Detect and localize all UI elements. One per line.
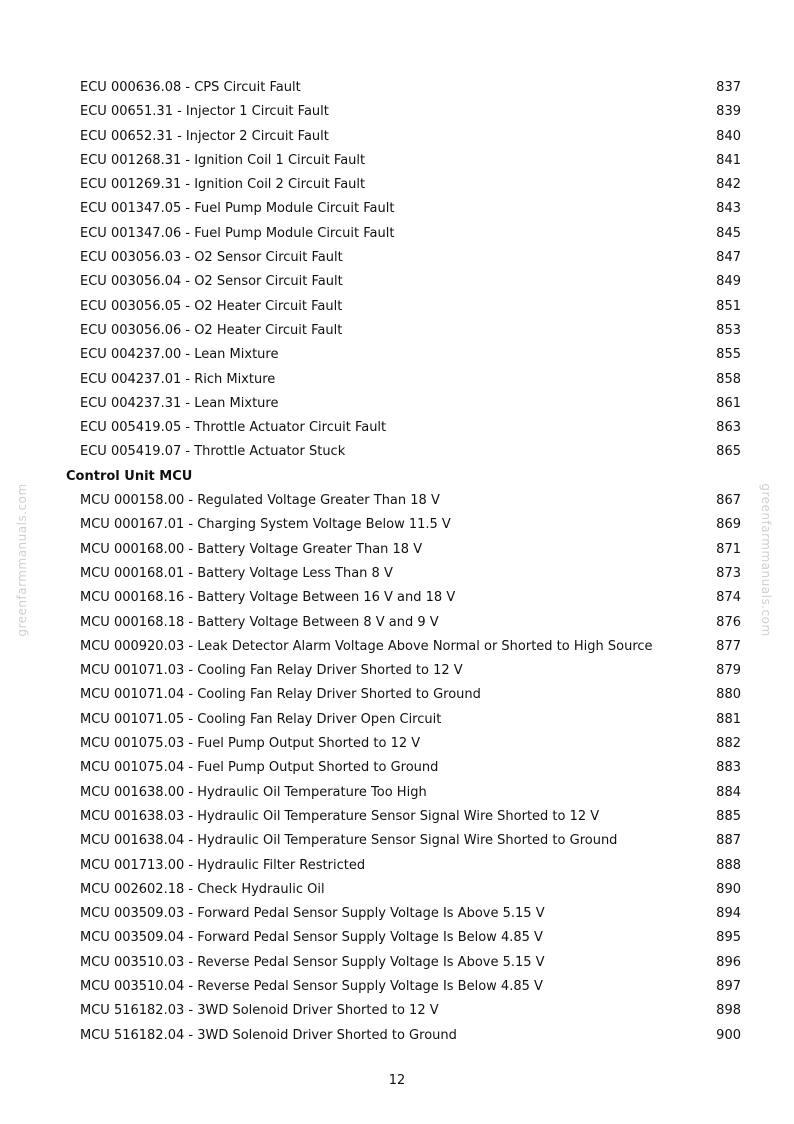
toc-entry-page-number: 879 <box>716 663 741 679</box>
section-heading-label: Control Unit MCU <box>66 468 193 484</box>
toc-entry-title: MCU 003510.03 - Reverse Pedal Sensor Supply Voltage Is Above 5.15 V <box>80 954 545 970</box>
toc-entry-page-number: 861 <box>716 395 741 411</box>
toc-entry-page-number: 873 <box>716 565 741 581</box>
toc-entry-page-number: 847 <box>716 250 741 266</box>
toc-entry-title: MCU 516182.04 - 3WD Solenoid Driver Shorted to Ground <box>80 1027 457 1043</box>
toc-entry-page-number: 876 <box>716 614 741 630</box>
toc-entry[interactable] <box>0 392 794 416</box>
toc-entry-page-number: 849 <box>716 274 741 290</box>
watermark-left: greenfarmmanuals.com <box>15 483 29 637</box>
toc-entry-page-number: 885 <box>716 808 741 824</box>
toc-entry-title: MCU 001071.05 - Cooling Fan Relay Driver Open Circuit <box>80 711 442 727</box>
toc-entry-title: ECU 004237.00 - Lean Mixture <box>80 347 279 363</box>
toc-entry-page-number: 900 <box>716 1027 741 1043</box>
toc-entry-page-number: 882 <box>716 736 741 752</box>
toc-entry[interactable] <box>0 975 794 999</box>
toc-entry[interactable] <box>0 246 794 270</box>
toc-entry[interactable] <box>0 708 794 732</box>
toc-entry-page-number: 898 <box>716 1003 741 1019</box>
toc-entry-title: MCU 003509.04 - Forward Pedal Sensor Supply Voltage Is Below 4.85 V <box>80 930 543 946</box>
toc-entry-title: ECU 00652.31 - Injector 2 Circuit Fault <box>80 128 329 144</box>
toc-entry[interactable] <box>0 173 794 197</box>
toc-entry-page-number: 894 <box>716 906 741 922</box>
section-heading <box>0 465 794 489</box>
toc-entry-title: MCU 001713.00 - Hydraulic Filter Restricted <box>80 857 366 873</box>
toc-entry-title: ECU 004237.01 - Rich Mixture <box>80 371 276 387</box>
toc-entry[interactable] <box>0 343 794 367</box>
toc-entry[interactable] <box>0 586 794 610</box>
toc-entry-title: MCU 002602.18 - Check Hydraulic Oil <box>80 881 325 897</box>
toc-entry-page-number: 858 <box>716 371 741 387</box>
toc-entry-page-number: 877 <box>716 638 741 654</box>
toc-entry-title: MCU 001638.03 - Hydraulic Oil Temperature Sensor Signal Wire Shorted to 12 V <box>80 808 600 824</box>
toc-entry-title: ECU 003056.05 - O2 Heater Circuit Fault <box>80 298 343 314</box>
toc-entry[interactable] <box>0 611 794 635</box>
toc-entry[interactable] <box>0 440 794 464</box>
toc-entry[interactable] <box>0 416 794 440</box>
toc-entry[interactable] <box>0 902 794 926</box>
toc-entry-title: MCU 001075.04 - Fuel Pump Output Shorted to Ground <box>80 760 439 776</box>
watermark-right: greenfarmmanuals.com <box>759 483 773 637</box>
toc-entry[interactable] <box>0 756 794 780</box>
toc-entry[interactable] <box>0 999 794 1023</box>
toc-entry-title: MCU 000168.16 - Battery Voltage Between 16 V and 18 V <box>80 590 456 606</box>
toc-entry-title: MCU 516182.03 - 3WD Solenoid Driver Shorted to 12 V <box>80 1003 439 1019</box>
page-number: 12 <box>388 1073 406 1088</box>
toc-entry[interactable] <box>0 683 794 707</box>
toc-entry-page-number: 843 <box>716 201 741 217</box>
toc-entry-page-number: 842 <box>716 177 741 193</box>
toc-entry-title: MCU 003509.03 - Forward Pedal Sensor Supply Voltage Is Above 5.15 V <box>80 906 545 922</box>
toc-entry-title: MCU 001638.00 - Hydraulic Oil Temperature Too High <box>80 784 427 800</box>
toc-entry[interactable] <box>0 513 794 537</box>
toc-entry-title: MCU 000168.01 - Battery Voltage Less Than 8 V <box>80 565 393 581</box>
toc-entry-page-number: 895 <box>716 930 741 946</box>
toc-entry-page-number: 865 <box>716 444 741 460</box>
toc-entry[interactable] <box>0 149 794 173</box>
table-of-contents <box>0 76 794 1048</box>
toc-entry-page-number: 880 <box>716 687 741 703</box>
toc-entry[interactable] <box>0 926 794 950</box>
toc-entry-page-number: 881 <box>716 711 741 727</box>
toc-entry-page-number: 883 <box>716 760 741 776</box>
toc-entry[interactable] <box>0 854 794 878</box>
toc-entry[interactable] <box>0 635 794 659</box>
toc-entry[interactable] <box>0 270 794 294</box>
toc-entry[interactable] <box>0 805 794 829</box>
toc-entry-title: MCU 000168.18 - Battery Voltage Between 8 V and 9 V <box>80 614 439 630</box>
toc-entry[interactable] <box>0 829 794 853</box>
toc-entry-page-number: 867 <box>716 493 741 509</box>
toc-entry-title: MCU 000167.01 - Charging System Voltage Below 11.5 V <box>80 517 451 533</box>
toc-entry-page-number: 837 <box>716 80 741 95</box>
toc-entry-title: ECU 003056.03 - O2 Sensor Circuit Fault <box>80 250 343 266</box>
toc-entry-title: ECU 001347.06 - Fuel Pump Module Circuit Fault <box>80 225 395 241</box>
toc-entry-page-number: 853 <box>716 322 741 338</box>
toc-entry-title: ECU 001347.05 - Fuel Pump Module Circuit Fault <box>80 201 395 217</box>
toc-entry-title: MCU 000920.03 - Leak Detector Alarm Voltage Above Normal or Shorted to High Source <box>80 638 653 654</box>
toc-entry[interactable] <box>0 659 794 683</box>
toc-entry-title: MCU 001071.03 - Cooling Fan Relay Driver Shorted to 12 V <box>80 663 463 679</box>
toc-entry-page-number: 839 <box>716 104 741 120</box>
toc-entry-page-number: 855 <box>716 347 741 363</box>
toc-entry[interactable] <box>0 781 794 805</box>
toc-entry-title: MCU 000168.00 - Battery Voltage Greater Than 18 V <box>80 541 423 557</box>
toc-entry[interactable] <box>0 222 794 246</box>
toc-entry-page-number: 841 <box>716 152 741 168</box>
toc-entry[interactable] <box>0 489 794 513</box>
toc-entry-title: MCU 000158.00 - Regulated Voltage Greater Than 18 V <box>80 493 440 509</box>
toc-entry-page-number: 897 <box>716 978 741 994</box>
toc-entry-page-number: 874 <box>716 590 741 606</box>
toc-entry-title: ECU 005419.05 - Throttle Actuator Circuit Fault <box>80 420 387 436</box>
toc-entry[interactable] <box>0 1024 794 1048</box>
toc-entry[interactable] <box>0 295 794 319</box>
toc-entry-title: MCU 003510.04 - Reverse Pedal Sensor Supply Voltage Is Below 4.85 V <box>80 978 543 994</box>
toc-entry-page-number: 871 <box>716 541 741 557</box>
toc-entry-page-number: 869 <box>716 517 741 533</box>
toc-entry-page-number: 851 <box>716 298 741 314</box>
toc-entry[interactable] <box>0 732 794 756</box>
toc-entry-page-number: 888 <box>716 857 741 873</box>
toc-entry[interactable] <box>0 319 794 343</box>
toc-entry[interactable] <box>0 197 794 221</box>
toc-entry-page-number: 896 <box>716 954 741 970</box>
toc-entry-title: ECU 004237.31 - Lean Mixture <box>80 395 279 411</box>
toc-entry[interactable] <box>0 878 794 902</box>
toc-entry-title: MCU 001638.04 - Hydraulic Oil Temperature Sensor Signal Wire Shorted to Ground <box>80 833 618 849</box>
toc-entry[interactable] <box>0 951 794 975</box>
toc-entry-title: MCU 001075.03 - Fuel Pump Output Shorted to 12 V <box>80 736 421 752</box>
toc-entry-title: ECU 001269.31 - Ignition Coil 2 Circuit Fault <box>80 177 366 193</box>
toc-entry-page-number: 840 <box>716 128 741 144</box>
toc-entry-page-number: 884 <box>716 784 741 800</box>
toc-entry-title: ECU 003056.06 - O2 Heater Circuit Fault <box>80 322 343 338</box>
toc-entry[interactable] <box>0 368 794 392</box>
toc-entry-title: ECU 001268.31 - Ignition Coil 1 Circuit Fault <box>80 152 366 168</box>
toc-entry-page-number: 887 <box>716 833 741 849</box>
toc-entry-title: ECU 000636.08 - CPS Circuit Fault <box>80 80 301 95</box>
toc-entry-page-number: 890 <box>716 881 741 897</box>
toc-entry-title: ECU 003056.04 - O2 Sensor Circuit Fault <box>80 274 343 290</box>
toc-entry[interactable] <box>0 562 794 586</box>
toc-entry-page-number: 845 <box>716 225 741 241</box>
toc-entry[interactable] <box>0 538 794 562</box>
toc-entry-title: ECU 005419.07 - Throttle Actuator Stuck <box>80 444 346 460</box>
toc-entry-page-number: 863 <box>716 420 741 436</box>
toc-entry[interactable] <box>0 125 794 149</box>
toc-entry-title: MCU 001071.04 - Cooling Fan Relay Driver Shorted to Ground <box>80 687 481 703</box>
toc-entry[interactable] <box>0 100 794 124</box>
toc-entry-title: ECU 00651.31 - Injector 1 Circuit Fault <box>80 104 329 120</box>
toc-entry[interactable] <box>0 76 794 100</box>
